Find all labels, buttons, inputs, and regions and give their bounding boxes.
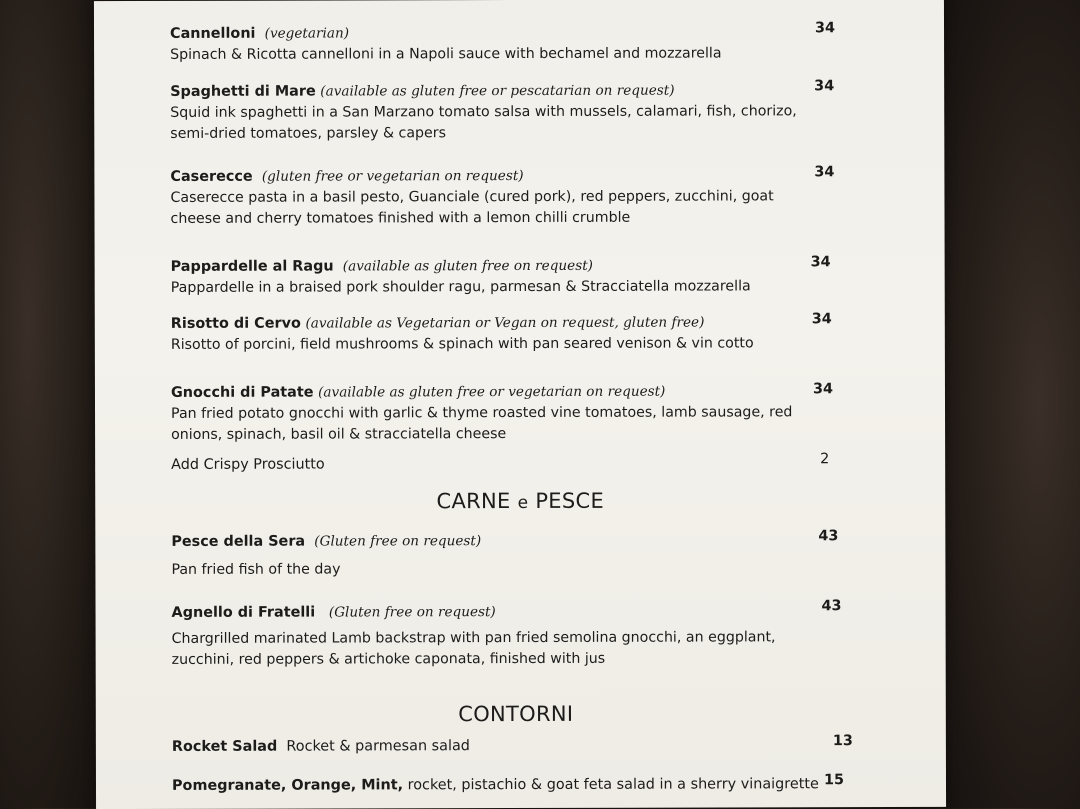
item-name: Pesce della Sera: [171, 533, 306, 550]
item-price: 13: [832, 733, 853, 750]
item-price: 43: [821, 598, 842, 615]
menu-item-rocket-salad: [172, 736, 470, 758]
item-description: Chargrilled marinated Lamb backstrap with pan fried semolina gnocchi, an eggplant, zucchini, red peppers & artichoke caponata, finished with jus: [171, 629, 776, 668]
item-description: Pappardelle in a braised pork shoulder ragu, parmesan & Stracciatella mozzarella: [170, 278, 751, 296]
menu-item-cannelloni: [170, 22, 820, 66]
item-name: Agnello di Fratelli: [171, 604, 316, 621]
item-note: (vegetarian): [264, 25, 350, 42]
menu-item-risotto-di-cervo: [171, 312, 821, 356]
addon-label: Add Crispy Prosciutto: [171, 456, 325, 473]
menu-item-pappardelle: [171, 255, 821, 299]
item-note: (available as gluten free or pescatarian on request): [320, 82, 675, 100]
item-name: Rocket Salad: [171, 738, 278, 755]
menu-item-pesce-della-sera: [171, 530, 821, 581]
table-surface-right: [944, 0, 1080, 808]
item-price: 34: [814, 164, 835, 181]
item-note: (gluten free or vegetarian on request): [261, 167, 524, 185]
item-name: Gnocchi di Patate: [170, 384, 314, 401]
item-description: Pan fried fish of the day: [171, 561, 341, 578]
table-surface-left: [0, 0, 95, 808]
item-note: (available as gluten free on request): [342, 257, 593, 275]
item-note: (available as Vegetarian or Vegan on request, gluten free): [305, 314, 705, 332]
item-description: Rocket & parmesan salad: [286, 738, 470, 755]
item-name: Caserecce: [170, 168, 253, 185]
item-note: (available as gluten free or vegetarian on request): [318, 383, 666, 401]
item-description: Risotto of porcini, field mushrooms & spinach with pan seared venison & vin cotto: [170, 335, 754, 353]
item-price: 34: [814, 78, 835, 95]
item-description: rocket, pistachio & goat feta salad in a sherry vinaigrette: [407, 776, 819, 794]
item-note: (Gluten free on request): [314, 533, 482, 550]
menu-page: [94, 0, 946, 809]
item-name: Pomegranate, Orange, Mint,: [171, 777, 404, 794]
addon-price: 2: [820, 451, 830, 468]
item-description: Spinach & Ricotta cannelloni in a Napoli sauce with bechamel and mozzarella: [170, 45, 722, 63]
item-price: 34: [811, 311, 832, 328]
item-description: Pan fried potato gnocchi with garlic & thyme roasted vine tomatoes, lamb sausage, red onions, spinach, basil oil & stracciatella cheese: [171, 404, 793, 443]
item-description: Squid ink spaghetti in a San Marzano tomato salsa with mussels, calamari, fish, chorizo, semi-dried tomatoes, parsley & capers: [170, 103, 797, 142]
section-title-carne-pesce: CARNE e PESCE: [436, 488, 605, 514]
item-name: Pappardelle al Ragu: [170, 258, 334, 275]
item-description: Caserecce pasta in a basil pesto, Guanciale (cured pork), red peppers, zucchini, goat cheese and cherry tomatoes finished with a lemon chilli crumble: [170, 188, 774, 227]
section-title-contorni: CONTORNI: [458, 701, 574, 727]
item-price: 43: [818, 528, 839, 545]
menu-item-agnello-di-fratelli: [172, 601, 822, 671]
menu-item-gnocchi-di-patate: [171, 381, 821, 446]
menu-item-spaghetti-di-mare: [170, 80, 820, 145]
menu-item-caserecce: [170, 165, 820, 230]
item-price: 34: [810, 254, 831, 271]
item-price: 34: [814, 20, 836, 37]
item-name: Risotto di Cervo: [170, 315, 301, 332]
item-name: Spaghetti di Mare: [170, 83, 316, 100]
item-price: 15: [823, 772, 845, 789]
menu-item-pomegranate-salad: [172, 774, 819, 797]
item-note: (Gluten free on request): [328, 604, 496, 621]
item-price: 34: [812, 381, 834, 398]
item-name: Cannelloni: [170, 25, 256, 42]
